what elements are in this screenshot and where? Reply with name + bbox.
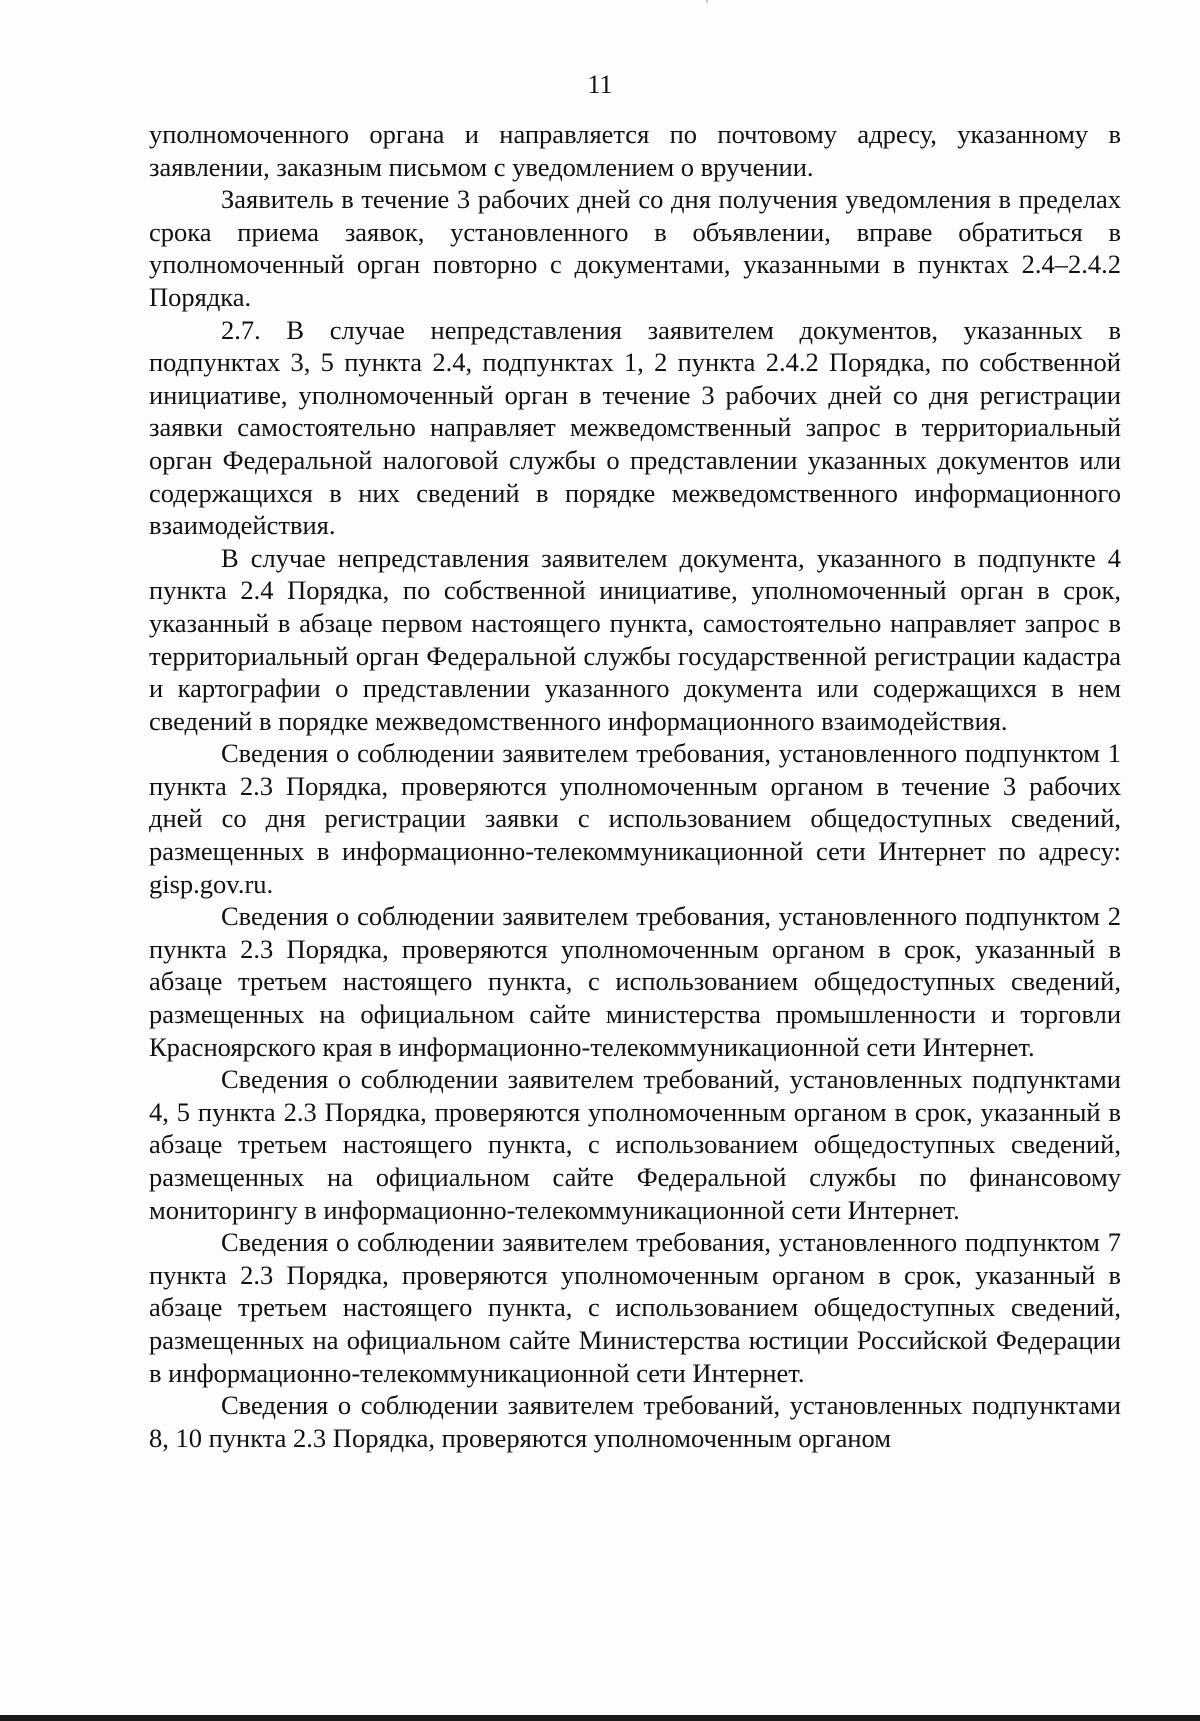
paragraph-continuation: уполномоченного органа и направляется по почтовому адресу, указанному в заявлении, заказным письмом с уведомлением о вручении. xyxy=(149,119,1121,182)
paragraph-requirement-1: Сведения о соблюдении заявителем требования, установленного подпунктом 1 пункта 2.3 Порядка, проверяются уполномоченным органом в течение 3 рабочих дней со дня регистрации заявки с использованием общедоступных сведений, размещенных в информационно-телекоммуникационной сети Интернет по адресу: gisp.gov.ru. xyxy=(149,738,1121,899)
paragraph-requirements-4-5: Сведения о соблюдении заявителем требований, установленных подпунктами 4, 5 пункта 2.3 Порядка, проверяются уполномоченным органом в срок, указанный в абзаце третьем настоящего пункта, с использованием общедоступных сведений, размещенных на официальном сайте Федеральной службы по финансовому мониторингу в информационно-телекоммуникационной сети Интернет. xyxy=(149,1064,1121,1225)
paragraph-requirement-7: Сведения о соблюдении заявителем требования, установленного подпунктом 7 пункта 2.3 Порядка, проверяются уполномоченным органом в срок, указанный в абзаце третьем настоящего пункта, с использованием общедоступных сведений, размещенных на официальном сайте Министерства юстиции Российской Федерации в информационно-телекоммуникационной сети Интернет. xyxy=(149,1227,1121,1388)
paragraph-requirement-2: Сведения о соблюдении заявителем требования, установленного подпунктом 2 пункта 2.3 Порядка, проверяются уполномоченным органом в срок, указанный в абзаце третьем настоящего пункта, с использованием общедоступных сведений, размещенных на официальном сайте министерства промышленности и торговли Красноярского края в информационно-телекоммуникационной сети Интернет. xyxy=(149,901,1121,1062)
paragraph-requirements-8-10: Сведения о соблюдении заявителем требований, установленных подпунктами 8, 10 пункта 2.3 Порядка, проверяются уполномоченным органом xyxy=(149,1390,1121,1453)
scan-bottom-edge xyxy=(0,1715,1200,1721)
scan-mark xyxy=(706,0,708,3)
paragraph-cadastre-request: В случае непредставления заявителем документа, указанного в подпункте 4 пункта 2.4 Порядка, по собственной инициативе, уполномоченный орган в срок, указанный в абзаце первом настоящего пункта, самостоятельно направляет запрос в территориальный орган Федеральной службы государственной регистрации кадастра и картографии о представлении указанного документа или содержащихся в нем сведений в порядке межведомственного информационного взаимодействия. xyxy=(149,542,1121,736)
paragraph-clause-2-7: 2.7. В случае непредставления заявителем документов, указанных в подпунктах 3, 5 пункта 2.4, подпунктах 1, 2 пункта 2.4.2 Порядка, по собственной инициативе, уполномоченный орган в течение 3 рабочих дней со дня регистрации заявки самостоятельно направляет межведомственный запрос в территориальный орган Федеральной налоговой службы о представлении указанных документов или содержащихся в них сведений в порядке межведомственного информационного взаимодействия. xyxy=(149,314,1121,541)
page-number: 11 xyxy=(587,70,613,99)
document-body xyxy=(149,118,1121,1454)
paragraph-resubmission: Заявитель в течение 3 рабочих дней со дня получения уведомления в пределах срока приема заявок, установленного в объявлении, вправе обратиться в уполномоченный орган повторно с документами, указанными в пунктах 2.4–2.4.2 Порядка. xyxy=(149,184,1121,312)
